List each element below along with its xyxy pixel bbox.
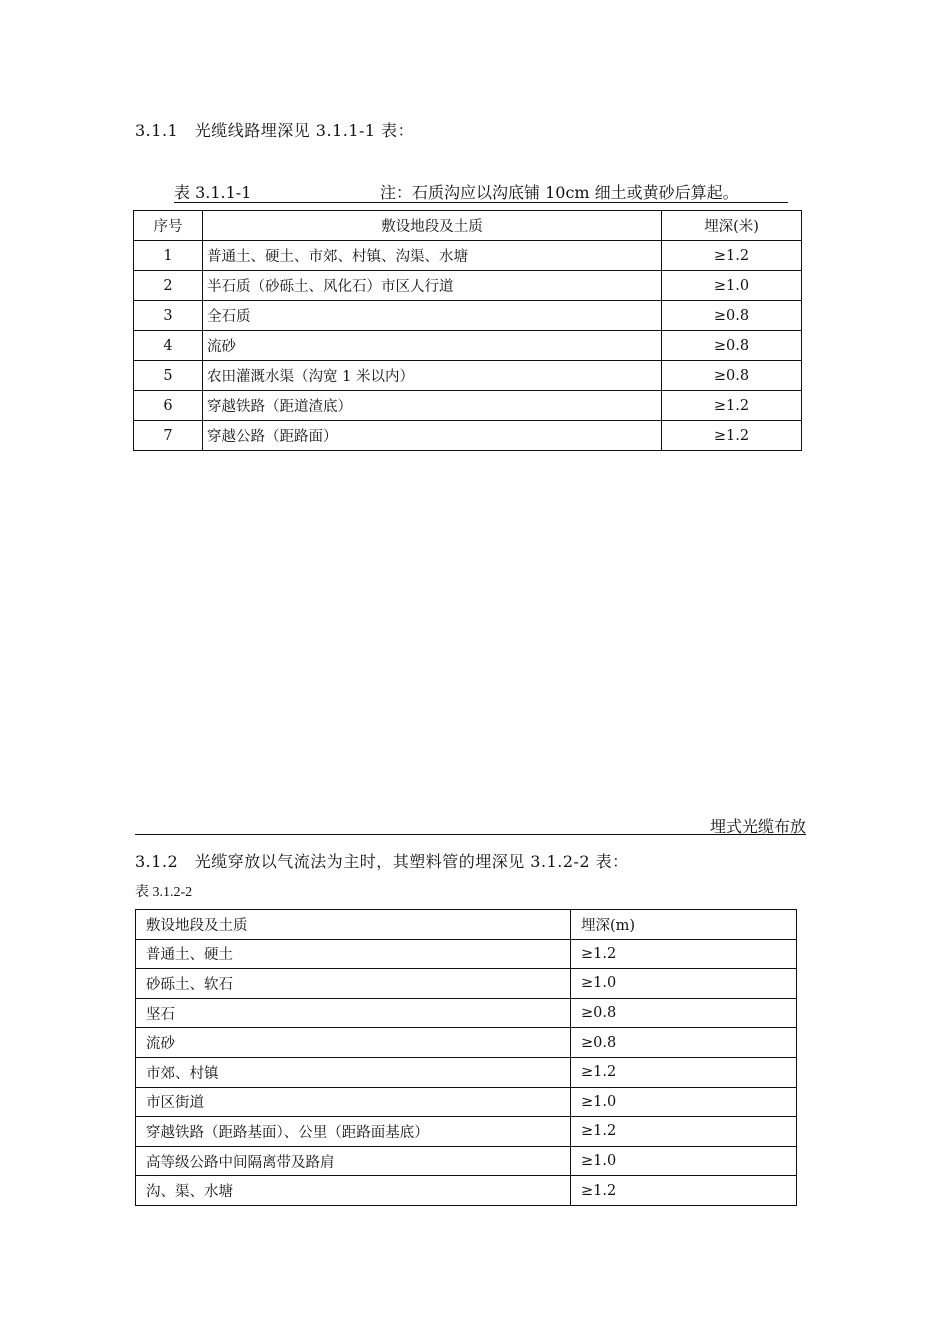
table-cell: ≥0.8	[571, 1028, 797, 1058]
table-cell: ≥1.0	[571, 1146, 797, 1176]
table-cell: 流砂	[136, 1028, 571, 1058]
table-cell: 流砂	[203, 331, 662, 361]
table-cell: 4	[134, 331, 203, 361]
section-title-rule	[135, 815, 806, 835]
table-row	[134, 301, 802, 331]
table-cell: 5	[134, 361, 203, 391]
table-row	[134, 331, 802, 361]
header-cell: 敷设地段及土质	[136, 910, 571, 940]
table-row	[136, 969, 797, 999]
table-row	[136, 998, 797, 1028]
burial-depth-table-1	[133, 210, 802, 451]
table-cell: ≥1.2	[571, 1057, 797, 1087]
table1-note: 注：石质沟应以沟底铺 10cm 细土或黄砂后算起。	[380, 183, 739, 202]
table-cell: 普通土、硬土、市郊、村镇、沟渠、水塘	[203, 241, 662, 271]
heading-3-1-2: 3.1.2 光缆穿放以气流法为主时，其塑料管的埋深见 3.1.2-2 表：	[135, 852, 629, 871]
heading-3-1-1: 3.1.1 光缆线路埋深见 3.1.1-1 表：	[135, 121, 415, 140]
table-cell: 7	[134, 421, 203, 451]
table-cell: 普通土、硬土	[136, 939, 571, 969]
table-cell: ≥0.8	[571, 998, 797, 1028]
table-cell: ≥1.2	[571, 939, 797, 969]
table-cell: ≥0.8	[662, 331, 802, 361]
table-cell: 穿越铁路（距道渣底）	[203, 391, 662, 421]
burial-depth-table-2	[135, 909, 797, 1206]
header-cell: 埋深(米)	[662, 211, 802, 241]
table-row	[134, 361, 802, 391]
table-cell: 2	[134, 271, 203, 301]
table-cell: ≥1.0	[571, 969, 797, 999]
header-cell: 敷设地段及土质	[203, 211, 662, 241]
table-header-row	[134, 211, 802, 241]
table-row	[134, 421, 802, 451]
table-cell: ≥1.0	[571, 1087, 797, 1117]
table-cell: 穿越铁路（距路基面）、公里（距路面基底）	[136, 1117, 571, 1147]
table-row	[136, 1176, 797, 1206]
table-row	[134, 241, 802, 271]
table-cell: ≥0.8	[662, 361, 802, 391]
table-row	[136, 1146, 797, 1176]
table-cell: 3	[134, 301, 203, 331]
table-row	[136, 1087, 797, 1117]
table-cell: ≥1.2	[662, 421, 802, 451]
section-title: 埋式光缆布放	[709, 817, 806, 836]
table-cell: ≥1.2	[571, 1176, 797, 1206]
table-cell: 全石质	[203, 301, 662, 331]
header-cell: 埋深(m)	[571, 910, 797, 940]
table1-caption-line	[174, 180, 788, 203]
table-cell: 坚石	[136, 998, 571, 1028]
table-header-row	[136, 910, 797, 940]
table-cell: 沟、渠、水塘	[136, 1176, 571, 1206]
table-cell: 1	[134, 241, 203, 271]
table-cell: 高等级公路中间隔离带及路肩	[136, 1146, 571, 1176]
table-cell: ≥1.2	[571, 1117, 797, 1147]
table-row	[136, 1057, 797, 1087]
table-row	[136, 939, 797, 969]
table-cell: 农田灌溉水渠（沟宽 1 米以内）	[203, 361, 662, 391]
table-cell: 砂砾土、软石	[136, 969, 571, 999]
table-cell: 市郊、村镇	[136, 1057, 571, 1087]
table2-caption: 表 3.1.2-2	[135, 885, 193, 900]
table-row	[136, 1028, 797, 1058]
table-row	[134, 271, 802, 301]
header-cell: 序号	[134, 211, 203, 241]
table-cell: 穿越公路（距路面）	[203, 421, 662, 451]
table-cell: 半石质（砂砾土、风化石）市区人行道	[203, 271, 662, 301]
table1-caption: 表 3.1.1-1	[174, 183, 252, 202]
table-cell: ≥1.2	[662, 241, 802, 271]
table-row	[134, 391, 802, 421]
table-cell: ≥1.0	[662, 271, 802, 301]
table-cell: 6	[134, 391, 203, 421]
table-cell: ≥0.8	[662, 301, 802, 331]
table-cell: ≥1.2	[662, 391, 802, 421]
table-row	[136, 1117, 797, 1147]
table-cell: 市区街道	[136, 1087, 571, 1117]
